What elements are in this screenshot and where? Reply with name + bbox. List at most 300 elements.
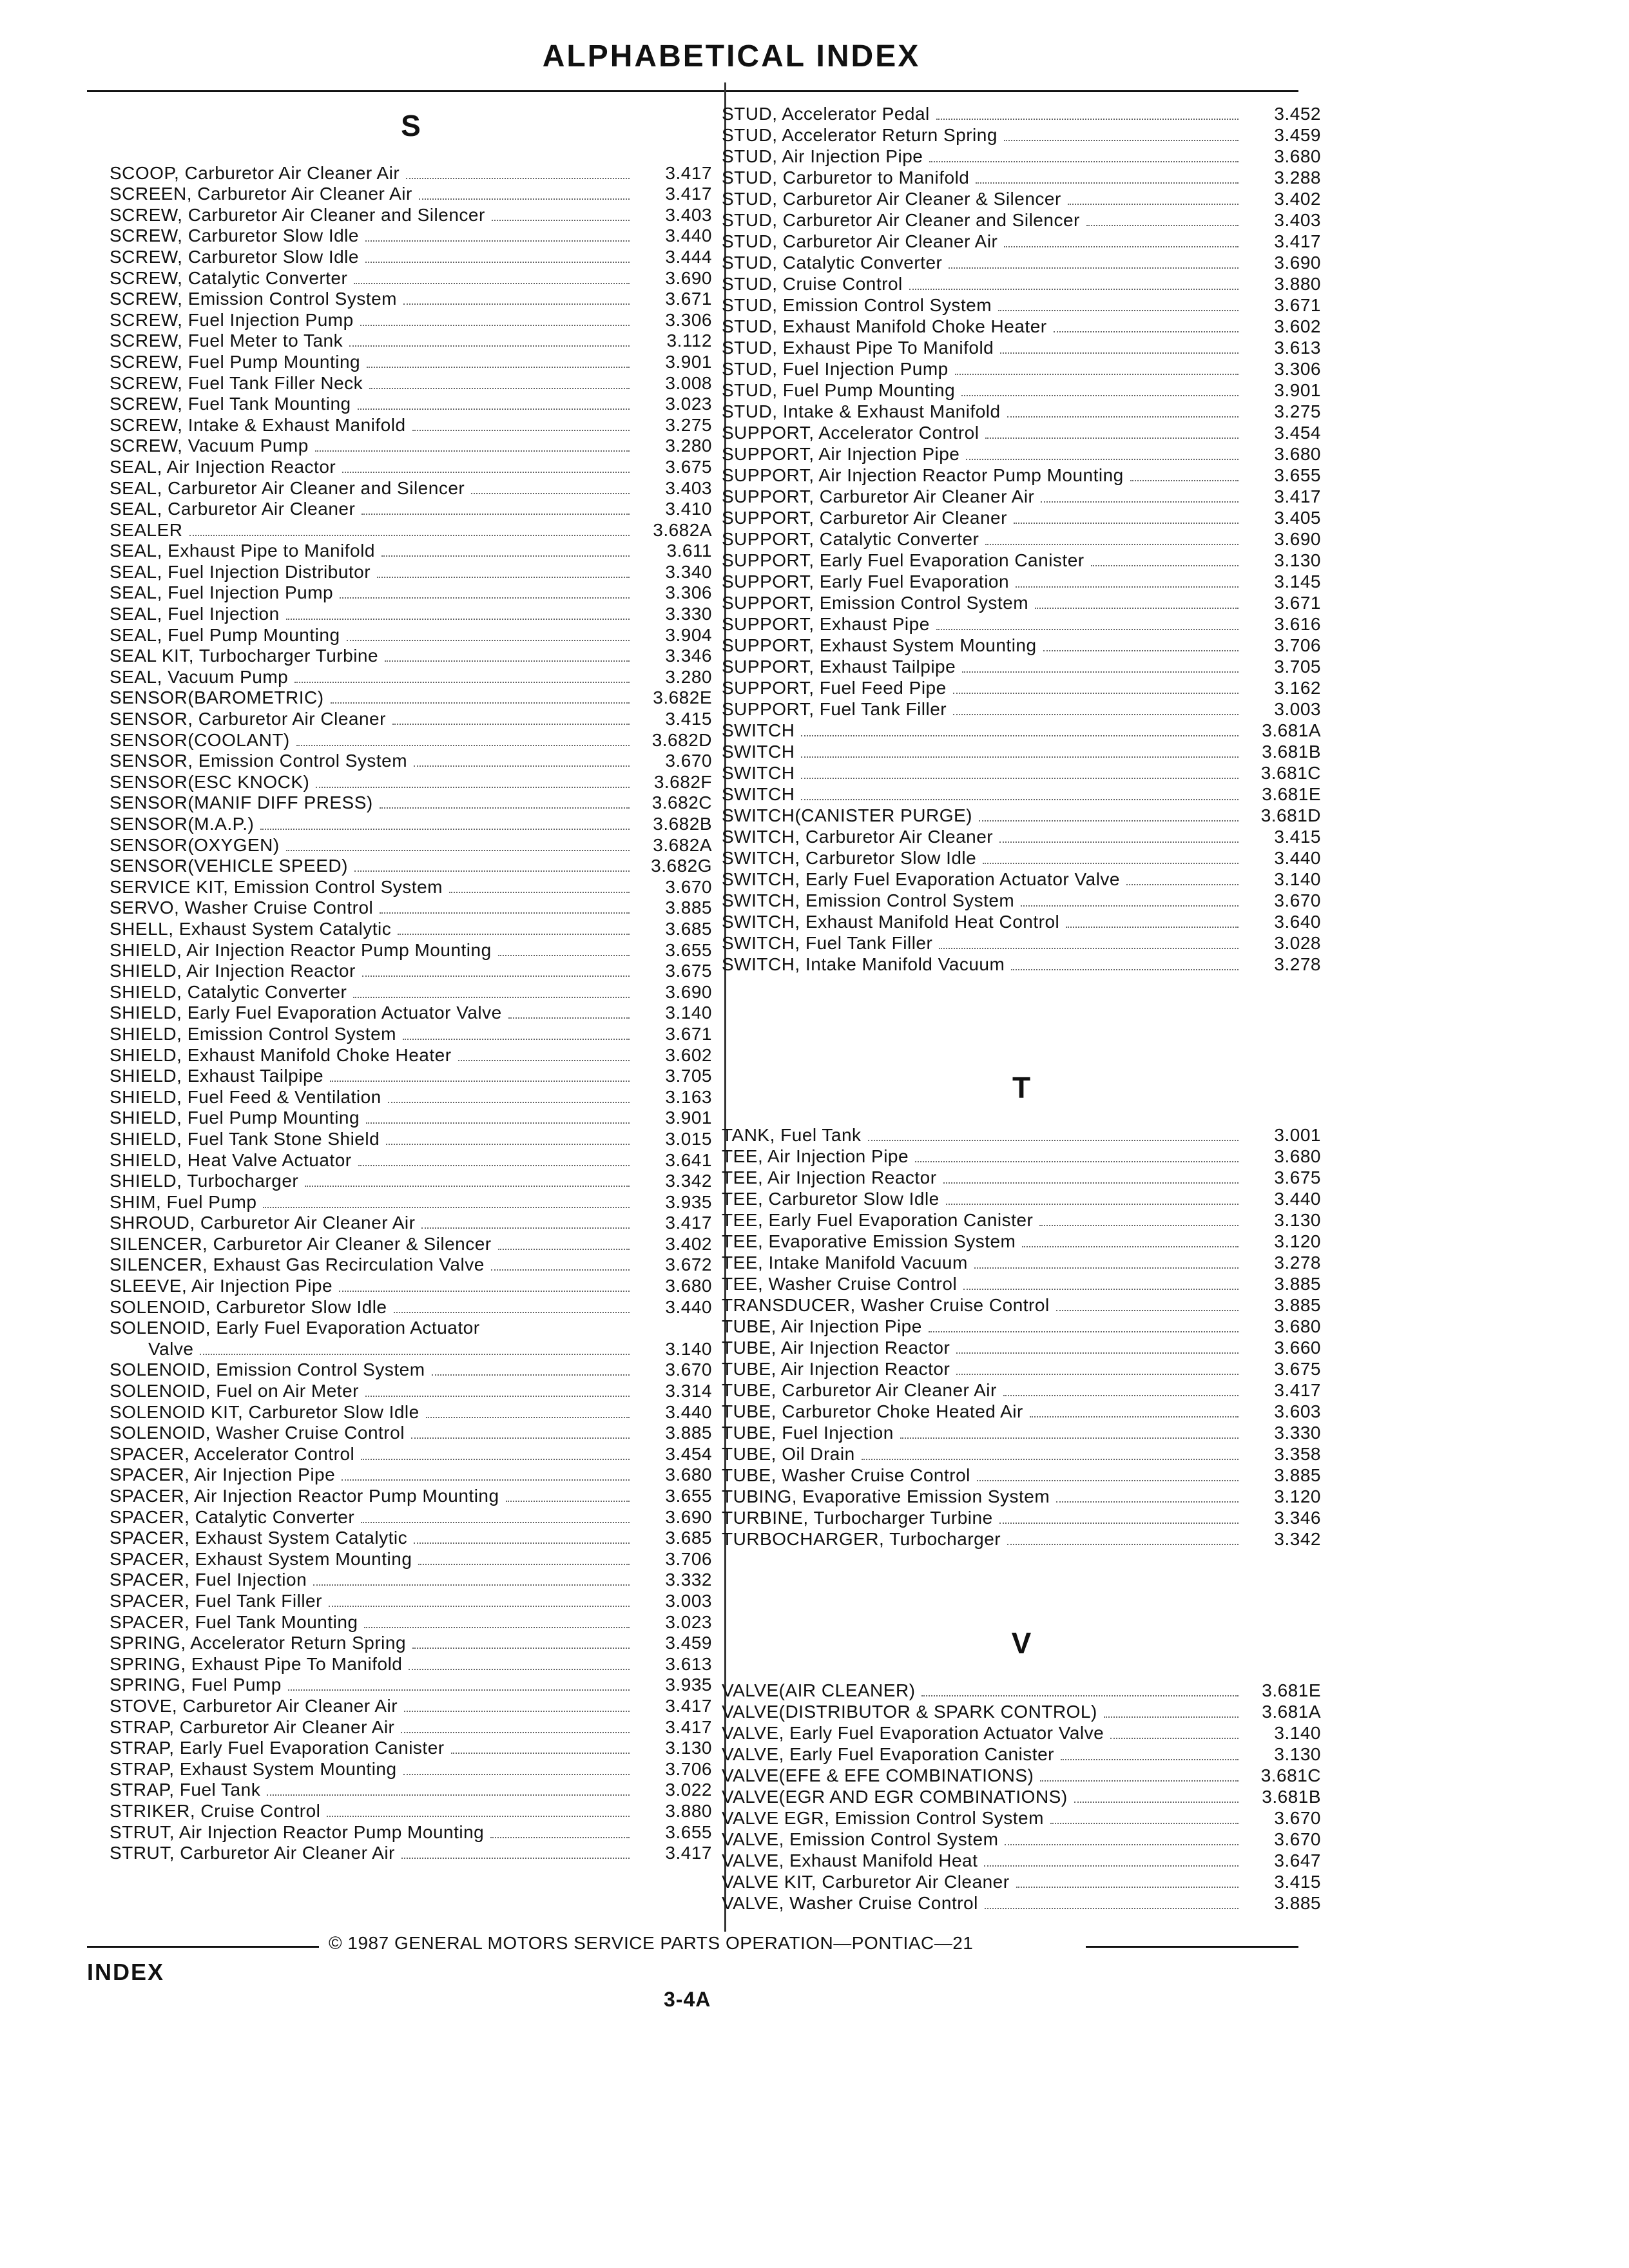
entry-label: STUD, Fuel Pump Mounting: [722, 380, 956, 400]
index-entry: [110, 1003, 712, 1024]
dot-leader: [313, 1584, 630, 1586]
index-entry: [722, 1294, 1321, 1316]
entry-page-number: 3.306: [1274, 359, 1321, 379]
index-entry: [110, 1843, 712, 1864]
entry-page-number: 3.346: [665, 646, 712, 666]
entry-page-number: 3.003: [665, 1590, 712, 1611]
entry-label: SHIM, Fuel Pump: [110, 1191, 257, 1212]
index-entry: [722, 422, 1321, 443]
dot-leader: [409, 1669, 630, 1670]
dot-leader: [984, 1865, 1239, 1867]
entry-label: SUPPORT, Fuel Tank Filler: [722, 699, 947, 719]
entry-label: Valve: [148, 1338, 194, 1359]
index-entry: [722, 358, 1321, 380]
entry-label: SUPPORT, Early Fuel Evaporation Canister: [722, 550, 1084, 570]
index-entry: [722, 1722, 1321, 1744]
index-entry: [110, 1108, 712, 1129]
entry-page-number: 3.901: [665, 1108, 712, 1128]
entry-label: SPACER, Fuel Tank Mounting: [110, 1611, 358, 1632]
entry-page-number: 3.675: [665, 456, 712, 477]
entry-page-number: 3.163: [665, 1086, 712, 1107]
dot-leader: [1004, 140, 1239, 141]
dot-leader: [1005, 1844, 1239, 1845]
entry-page-number: 3.603: [1274, 1401, 1321, 1421]
index-entry: [110, 309, 712, 331]
entry-label: STUD, Cruise Control: [722, 274, 903, 294]
entry-label: VALVE, Early Fuel Evaporation Canister: [722, 1744, 1054, 1764]
index-entry: [110, 939, 712, 961]
dot-leader: [1004, 246, 1239, 247]
copyright-notice: © 1987 GENERAL MOTORS SERVICE PARTS OPERATION—PONTIAC—21: [329, 1933, 974, 1953]
entry-page-number: 3.440: [1274, 1189, 1321, 1209]
index-entry: [722, 826, 1321, 847]
index-entry: [722, 1443, 1321, 1465]
index-entry: [722, 188, 1321, 209]
index-entry: [110, 204, 712, 226]
index-entry: [722, 103, 1321, 124]
entry-label: SPACER, Fuel Tank Filler: [110, 1590, 322, 1611]
index-entry: [110, 1023, 712, 1044]
entry-label: SPACER, Air Injection Pipe: [110, 1465, 336, 1485]
dot-leader: [377, 577, 630, 578]
entry-label: SHIELD, Emission Control System: [110, 1023, 396, 1044]
entry-label: TEE, Intake Manifold Vacuum: [722, 1253, 968, 1273]
dot-leader: [385, 660, 630, 662]
entry-label: VALVE(AIR CLEANER): [722, 1680, 916, 1700]
entry-label: SCREW, Emission Control System: [110, 289, 397, 309]
index-entry: [722, 741, 1321, 762]
dot-leader: [329, 1606, 630, 1607]
entry-page-number: 3.023: [665, 1611, 712, 1632]
entry-label: SPACER, Air Injection Reactor Pump Mounting: [110, 1486, 499, 1506]
entry-page-number: 3.682B: [653, 814, 712, 834]
index-entry: [110, 729, 712, 751]
entry-label: SCREW, Carburetor Slow Idle: [110, 226, 359, 246]
entry-page-number: 3.682E: [653, 687, 712, 708]
entry-label: VALVE(DISTRIBUTOR & SPARK CONTROL): [722, 1702, 1097, 1722]
entry-page-number: 3.681A: [1262, 1702, 1321, 1722]
entry-page-number: 3.330: [665, 604, 712, 624]
dot-leader: [1016, 586, 1239, 588]
entry-page-number: 3.140: [1274, 869, 1321, 889]
entry-label: SOLENOID, Carburetor Slow Idle: [110, 1296, 387, 1317]
entry-label: TRANSDUCER, Washer Cruise Control: [722, 1295, 1050, 1315]
entry-label: STUD, Catalytic Converter: [722, 253, 943, 273]
entry-label: SCREW, Carburetor Air Cleaner and Silencer: [110, 204, 485, 225]
entry-page-number: 3.705: [665, 1066, 712, 1086]
dot-leader: [432, 1374, 630, 1376]
dot-leader: [401, 1858, 630, 1859]
entry-page-number: 3.402: [1274, 189, 1321, 209]
index-entry: [110, 1171, 712, 1192]
index-entry: [110, 1653, 712, 1675]
entry-label: TEE, Air Injection Reactor: [722, 1168, 937, 1187]
index-entry: [722, 146, 1321, 167]
left-column: [110, 103, 712, 1863]
index-entry: [110, 226, 712, 247]
entry-label: SUPPORT, Catalytic Converter: [722, 529, 979, 549]
index-entry: [722, 1252, 1321, 1273]
entry-label: SCREW, Vacuum Pump: [110, 436, 309, 456]
entry-label: SHIELD, Fuel Feed & Ventilation: [110, 1086, 381, 1107]
index-entry: [722, 635, 1321, 656]
entry-label: TANK, Fuel Tank: [722, 1125, 862, 1145]
entry-page-number: 3.670: [1274, 1808, 1321, 1828]
index-entry: [722, 805, 1321, 826]
dot-leader: [296, 745, 630, 746]
index-entry: [110, 436, 712, 457]
index-entry: [722, 911, 1321, 932]
dot-leader: [286, 619, 630, 620]
entry-label: SPRING, Exhaust Pipe To Manifold: [110, 1653, 403, 1674]
dot-leader: [1050, 1823, 1239, 1824]
entry-label: SWITCH: [722, 763, 795, 783]
dot-leader: [963, 1289, 1239, 1290]
entry-page-number: 3.417: [665, 1843, 712, 1863]
entry-label: STUD, Exhaust Pipe To Manifold: [722, 338, 994, 358]
entry-label: SWITCH, Carburetor Air Cleaner: [722, 827, 994, 847]
index-entry: [110, 687, 712, 709]
index-entry: [722, 294, 1321, 316]
index-entry: [110, 1275, 712, 1296]
index-entry: [110, 898, 712, 919]
dot-leader: [1022, 1246, 1239, 1247]
dot-leader: [977, 1480, 1239, 1481]
page-title: ALPHABETICAL INDEX: [542, 39, 921, 73]
index-entry: [722, 273, 1321, 294]
index-entry: [722, 1358, 1321, 1379]
index-entry: [722, 698, 1321, 720]
dot-leader: [419, 198, 630, 200]
dot-leader: [361, 1459, 630, 1460]
dot-leader: [801, 778, 1239, 779]
entry-label: SEAL, Exhaust Pipe to Manifold: [110, 541, 375, 561]
entry-label: SEAL, Fuel Injection Pump: [110, 582, 334, 603]
index-entry: [110, 1528, 712, 1549]
entry-label: SENSOR(ESC KNOCK): [110, 771, 310, 792]
dot-leader: [340, 597, 630, 599]
entry-label: SUPPORT, Exhaust Pipe: [722, 614, 930, 634]
dot-leader: [1043, 650, 1239, 651]
entry-label: STRAP, Early Fuel Evaporation Canister: [110, 1738, 445, 1758]
entry-page-number: 3.885: [1274, 1274, 1321, 1294]
entry-page-number: 3.935: [665, 1191, 712, 1212]
footer: [87, 1933, 1298, 1959]
dot-leader: [491, 1269, 630, 1271]
entry-label: TUBE, Washer Cruise Control: [722, 1465, 970, 1485]
entry-label: TUBE, Carburetor Choke Heated Air: [722, 1401, 1023, 1421]
entry-page-number: 3.278: [1274, 1253, 1321, 1273]
entry-label: TURBINE, Turbocharger Turbine: [722, 1508, 993, 1528]
dot-leader: [966, 459, 1239, 460]
index-entry: [722, 1209, 1321, 1231]
dot-leader: [365, 262, 630, 263]
dot-leader: [388, 1102, 630, 1103]
dot-leader: [929, 161, 1239, 162]
entry-label: STUD, Accelerator Pedal: [722, 104, 930, 124]
index-entry: [110, 394, 712, 415]
index-entry: [722, 1401, 1321, 1422]
entry-page-number: 3.275: [665, 414, 712, 435]
dot-leader: [362, 975, 630, 977]
entry-label: SHIELD, Fuel Tank Stone Shield: [110, 1128, 380, 1149]
entry-page-number: 3.671: [665, 1023, 712, 1044]
entry-page-number: 3.130: [1274, 1210, 1321, 1230]
entry-page-number: 3.602: [1274, 316, 1321, 336]
entry-label: TEE, Washer Cruise Control: [722, 1274, 958, 1294]
entry-label: SHELL, Exhaust System Catalytic: [110, 918, 392, 939]
index-entry: [722, 1465, 1321, 1486]
index-entry: [722, 1807, 1321, 1829]
entry-page-number: 3.314: [665, 1381, 712, 1401]
entry-label: SHIELD, Heat Valve Actuator: [110, 1149, 352, 1170]
entry-page-number: 3.680: [1274, 1146, 1321, 1166]
entry-page-number: 3.162: [1274, 678, 1321, 698]
entry-label: SERVICE KIT, Emission Control System: [110, 876, 443, 897]
dot-leader: [392, 724, 630, 725]
entry-page-number: 3.682C: [651, 793, 712, 813]
entry-page-number: 3.680: [665, 1465, 712, 1485]
entry-page-number: 3.130: [1274, 1744, 1321, 1764]
index-list-t: [722, 1124, 1321, 1550]
dot-leader: [358, 1165, 630, 1166]
entry-label: SWITCH, Fuel Tank Filler: [722, 933, 933, 953]
dot-leader: [949, 267, 1239, 269]
dot-leader: [471, 493, 630, 494]
entry-label: STUD, Carburetor Air Cleaner and Silencer: [722, 210, 1080, 230]
entry-page-number: 3.402: [665, 1233, 712, 1254]
index-entry: [110, 751, 712, 772]
index-entry: [722, 167, 1321, 188]
dot-leader: [369, 388, 630, 389]
dot-leader: [401, 1732, 630, 1733]
entry-page-number: 3.680: [1274, 1316, 1321, 1336]
entry-label: TURBOCHARGER, Turbocharger: [722, 1529, 1001, 1549]
dot-leader: [381, 555, 630, 557]
entry-label: SCREW, Fuel Tank Filler Neck: [110, 372, 363, 393]
section-letter-s: S: [401, 109, 421, 142]
entry-page-number: 3.640: [1274, 912, 1321, 932]
index-entry: [722, 1892, 1321, 1914]
entry-label: SPACER, Fuel Injection: [110, 1570, 307, 1590]
dot-leader: [1068, 204, 1239, 205]
index-entry: [722, 1337, 1321, 1358]
index-entry: [722, 1231, 1321, 1252]
index-entry: [722, 1124, 1321, 1146]
entry-label: SHIELD, Air Injection Reactor: [110, 961, 356, 981]
dot-leader: [267, 1794, 630, 1796]
index-entry: [110, 1401, 712, 1423]
index-entry: [110, 1506, 712, 1528]
entry-label: SEAL, Vacuum Pump: [110, 666, 289, 687]
dot-leader: [983, 863, 1239, 864]
index-entry: [110, 1548, 712, 1570]
entry-label: VALVE(EGR AND EGR COMBINATIONS): [722, 1787, 1068, 1807]
header-rule: [87, 90, 1298, 92]
entry-label: TUBE, Oil Drain: [722, 1444, 855, 1464]
index-entry: [722, 847, 1321, 869]
dot-leader: [1007, 416, 1239, 418]
entry-page-number: 3.417: [665, 1695, 712, 1716]
index-entry: [110, 1780, 712, 1801]
entry-page-number: 3.685: [665, 1528, 712, 1548]
entry-page-number: 3.690: [1274, 529, 1321, 549]
entry-page-number: 3.613: [665, 1653, 712, 1674]
entry-page-number: 3.675: [1274, 1168, 1321, 1187]
entry-label: STUD, Fuel Injection Pump: [722, 359, 949, 379]
entry-page-number: 3.415: [1274, 827, 1321, 847]
entry-page-number: 3.675: [1274, 1359, 1321, 1379]
index-entry: [110, 1338, 712, 1360]
index-entry: [722, 1422, 1321, 1443]
dot-leader: [1091, 565, 1239, 566]
entry-label: SWITCH: [722, 742, 795, 762]
dot-leader: [316, 787, 630, 788]
entry-label: SENSOR(COOLANT): [110, 729, 290, 750]
dot-leader: [936, 119, 1239, 120]
dot-leader: [1014, 523, 1239, 524]
entry-label: TUBE, Fuel Injection: [722, 1423, 894, 1443]
index-list-v: [722, 1680, 1321, 1914]
dot-leader: [367, 367, 630, 368]
index-entry: [722, 677, 1321, 698]
index-entry: [110, 1821, 712, 1843]
dot-leader: [801, 756, 1239, 758]
index-entry: [722, 1744, 1321, 1765]
dot-leader: [327, 1816, 630, 1817]
entry-label: STRIKER, Cruise Control: [110, 1800, 321, 1821]
index-list-s-continued: [722, 103, 1321, 975]
index-entry: [110, 1044, 712, 1066]
entry-page-number: 3.680: [1274, 146, 1321, 166]
dot-leader: [1104, 1716, 1239, 1718]
index-entry: [722, 316, 1321, 337]
dot-leader: [961, 395, 1239, 396]
dot-leader: [1007, 1544, 1239, 1545]
index-entry: [110, 1633, 712, 1654]
entry-page-number: 3.641: [665, 1149, 712, 1170]
entry-page-number: 3.417: [665, 184, 712, 204]
entry-page-number: 3.672: [665, 1254, 712, 1275]
dot-leader: [403, 1774, 630, 1775]
dot-leader: [999, 841, 1239, 843]
index-entry: [110, 1128, 712, 1149]
entry-page-number: 3.358: [1274, 1444, 1321, 1464]
entry-page-number: 3.440: [665, 226, 712, 246]
index-entry: [110, 414, 712, 436]
index-entry: [110, 1086, 712, 1108]
dot-leader: [354, 283, 630, 284]
entry-label: SILENCER, Exhaust Gas Recirculation Valve: [110, 1254, 485, 1275]
index-entry: [110, 1738, 712, 1759]
entry-page-number: 3.671: [1274, 593, 1321, 613]
entry-label: SWITCH, Carburetor Slow Idle: [722, 848, 977, 868]
entry-page-number: 3.008: [665, 372, 712, 393]
entry-label: SPACER, Exhaust System Catalytic: [110, 1528, 408, 1548]
index-entry: [110, 1695, 712, 1716]
entry-page-number: 3.885: [665, 898, 712, 918]
index-entry: [110, 541, 712, 562]
entry-label: SWITCH: [722, 720, 795, 740]
dot-leader: [421, 1227, 630, 1229]
dot-leader: [394, 1312, 630, 1313]
entry-label: STRAP, Carburetor Air Cleaner Air: [110, 1716, 395, 1737]
dot-leader: [330, 1081, 630, 1082]
entry-page-number: 3.660: [1274, 1338, 1321, 1358]
index-entry: [110, 624, 712, 646]
index-entry: [722, 890, 1321, 911]
dot-leader: [956, 1374, 1239, 1375]
index-entry: [722, 337, 1321, 358]
entry-page-number: 3.405: [1274, 508, 1321, 528]
index-entry: [722, 1528, 1321, 1550]
dot-leader: [1039, 1225, 1239, 1226]
entry-page-number: 3.340: [665, 561, 712, 582]
dot-leader: [260, 829, 630, 830]
dot-leader: [900, 1437, 1239, 1439]
entry-label: SWITCH, Intake Manifold Vacuum: [722, 954, 1005, 974]
entry-page-number: 3.647: [1274, 1850, 1321, 1870]
dot-leader: [380, 912, 630, 914]
entry-label: SCREW, Fuel Injection Pump: [110, 309, 354, 330]
entry-page-number: 3.001: [1274, 1125, 1321, 1145]
entry-page-number: 3.682A: [653, 834, 712, 855]
entry-label: SUPPORT, Air Injection Reactor Pump Mounting: [722, 465, 1124, 485]
dot-leader: [1041, 501, 1239, 503]
index-entry: [722, 1486, 1321, 1507]
entry-label: SPACER, Catalytic Converter: [110, 1506, 355, 1527]
entry-label: SWITCH: [722, 784, 795, 804]
entry-page-number: 3.706: [1274, 635, 1321, 655]
index-entry: [722, 783, 1321, 805]
index-entry: [110, 246, 712, 267]
entry-page-number: 3.885: [1274, 1465, 1321, 1485]
dot-leader: [955, 374, 1239, 375]
index-entry: [110, 876, 712, 898]
entry-page-number: 3.690: [665, 981, 712, 1002]
entry-page-number: 3.417: [665, 1716, 712, 1737]
entry-page-number: 3.280: [665, 666, 712, 687]
dot-leader: [1130, 480, 1239, 481]
entry-page-number: 3.454: [665, 1443, 712, 1464]
entry-label: SUPPORT, Early Fuel Evaporation: [722, 572, 1010, 591]
index-entry: [110, 184, 712, 205]
dot-leader: [974, 1267, 1239, 1269]
entry-label: SHIELD, Early Fuel Evaporation Actuator Valve: [110, 1003, 502, 1023]
entry-page-number: 3.685: [665, 918, 712, 939]
index-entry: [110, 561, 712, 582]
index-entry: [722, 954, 1321, 975]
entry-label: SPACER, Accelerator Control: [110, 1443, 355, 1464]
entry-label: STRAP, Exhaust System Mounting: [110, 1758, 397, 1779]
index-entry: [110, 477, 712, 499]
dot-leader: [1066, 927, 1239, 928]
entry-page-number: 3.440: [665, 1296, 712, 1317]
entry-label: SUPPORT, Emission Control System: [722, 593, 1029, 613]
index-entry: [110, 1590, 712, 1611]
entry-page-number: 3.682A: [653, 519, 712, 540]
entry-label: SENSOR(M.A.P.): [110, 814, 255, 834]
entry-page-number: 3.028: [1274, 933, 1321, 953]
entry-page-number: 3.015: [665, 1128, 712, 1149]
entry-page-number: 3.130: [665, 1738, 712, 1758]
index-entry: [110, 267, 712, 289]
entry-page-number: 3.901: [1274, 380, 1321, 400]
index-entry: [110, 1191, 712, 1213]
dot-leader: [985, 1908, 1239, 1909]
entry-label: SWITCH(CANISTER PURGE): [722, 805, 972, 825]
index-entry: [110, 1570, 712, 1591]
